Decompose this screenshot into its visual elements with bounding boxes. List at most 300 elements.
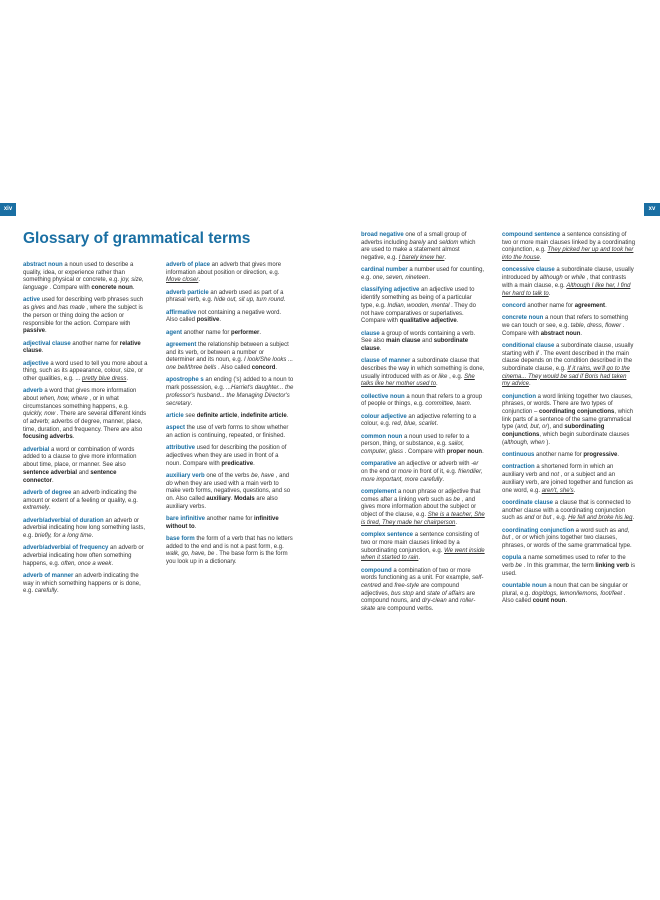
definition-text: another name for — [534, 452, 584, 459]
definition-text: . — [45, 328, 47, 335]
definition-text: a noun used to refer to a person, thing, or substance, e.g. — [361, 433, 470, 448]
definition-text: , and gives more information about the subject or object of the clause, e.g. — [361, 496, 477, 519]
definition-text: and — [381, 582, 395, 589]
definition-text: a sentence consisting of two or more main clauses linked by a subordinating conjunction, e.g. — [361, 532, 480, 554]
entry-term: auxiliary verb — [166, 472, 205, 479]
entry-term: adverb particle — [166, 289, 209, 296]
left-page-number: xiv — [0, 203, 16, 216]
glossary-entry — [361, 331, 485, 354]
cross-reference: count noun — [532, 598, 566, 605]
glossary-entry — [502, 500, 636, 523]
glossary-entry — [502, 555, 636, 578]
definition-text: . — [219, 317, 222, 324]
definition-text: . — [573, 487, 576, 494]
definition-text: a subordinate clause that describes the way in which something is done, usually introduced with — [361, 358, 485, 380]
entry-term: affirmative — [166, 309, 197, 316]
entry-term: adverb — [23, 388, 43, 395]
definition-text: and — [45, 305, 59, 312]
definition-text: . — [57, 588, 59, 595]
definition-text: . — [605, 302, 607, 309]
example-text: ...Harriet's daughter... the professor's husband... the Managing Director's secretary — [166, 385, 294, 407]
example-text: Indian, wooden, mental — [387, 302, 450, 309]
definition-text: an adjective referring to a colour, e.g. — [361, 413, 477, 428]
example-text: like — [438, 373, 448, 380]
entry-term: common noun — [361, 433, 403, 440]
page-title: Glossary of grammatical terms — [23, 230, 251, 247]
definition-text: are compound verbs. — [375, 606, 434, 613]
glossary-entry — [361, 532, 485, 563]
entry-term: clause — [361, 330, 380, 337]
definition-text: an adverb used as part of a phrasal verb, e.g. — [166, 289, 284, 304]
definition-text: are compound adjectives, — [361, 582, 460, 597]
cross-reference: progressive — [583, 452, 618, 459]
entry-term: concessive clause — [502, 267, 555, 274]
example-text: Although I like her, I find her hard to talk to — [502, 282, 631, 297]
cross-reference: passive — [23, 328, 46, 335]
definition-text: an adverb or adverbial indicating how often something happens, e.g. — [23, 545, 144, 567]
definition-text: not containing a negative word. Also called — [166, 309, 282, 324]
example-text: more — [398, 469, 412, 476]
example-text: often, once a week — [61, 560, 112, 567]
definition-text: . — [456, 318, 459, 325]
glossary-entry — [166, 413, 294, 421]
definition-text: . — [379, 345, 382, 352]
cross-reference: Modals — [234, 495, 255, 502]
entry-term: adverb/adverbial of frequency — [23, 545, 109, 552]
definition-text: and — [420, 338, 434, 345]
definition-text: another name for — [182, 329, 232, 336]
entry-term: adjective — [23, 360, 49, 367]
definition-text: a word such as — [574, 527, 618, 534]
entry-term: apostrophe s — [166, 377, 204, 384]
example-text: or — [522, 535, 528, 542]
example-text: table, dress, flower — [570, 322, 622, 329]
glossary-column — [166, 262, 294, 571]
definition-text: a noun phrase or adjective that comes after a linking verb such as — [361, 489, 481, 503]
example-text: seldom — [439, 239, 459, 246]
cross-reference: performer — [231, 329, 260, 336]
entry-term: attributive — [166, 445, 196, 452]
cross-reference: predicative — [221, 460, 254, 467]
definition-text: . — [190, 400, 193, 407]
definition-text: a noun that refers to a group of people or things, e.g. — [361, 393, 483, 408]
glossary-entry — [361, 287, 485, 326]
definition-text: . The event described in the main clause depends on the condition described in the subordinate clause, e.g. — [502, 350, 633, 372]
entry-term: clause of manner — [361, 358, 411, 365]
entry-term: broad negative — [361, 232, 404, 238]
entry-term: adverb of manner — [23, 572, 74, 579]
definition-text: , which link parts of a sentence of the same grammatical type ( — [502, 409, 634, 431]
entry-term: continuous — [502, 452, 535, 459]
definition-text: , or — [510, 535, 523, 542]
entry-term: classifying adjective — [361, 287, 420, 294]
definition-text: one of a small group of adverbs including — [361, 232, 467, 246]
definition-text: a shortened form in which an auxiliary verb and — [502, 464, 614, 479]
glossary-entry — [166, 536, 294, 567]
definition-text: . — [617, 452, 620, 459]
definition-text: . — [418, 555, 421, 562]
entry-term: complement — [361, 489, 397, 496]
cross-reference: indefinite article — [240, 412, 287, 419]
definition-text: . — [469, 401, 472, 408]
definition-text: and — [446, 598, 461, 605]
example-text: If it rains, we'll go to the cinema... They would be sad if Boris had taken my advice — [502, 365, 630, 388]
example-text: and, but, or — [517, 424, 548, 431]
definition-text: or — [562, 275, 572, 282]
glossary-entry — [502, 528, 636, 551]
definition-text: a word linking together two clauses, phrases, or words. There are two types of conjunction – — [502, 393, 633, 416]
definition-text: . In this grammar, the term — [522, 562, 596, 569]
definition-text: . — [253, 460, 255, 467]
entry-term: contraction — [502, 464, 535, 471]
entry-term: aspect — [166, 425, 186, 432]
example-text: be — [453, 496, 461, 503]
definition-text: a noun that can be singular or plural, e.g. — [502, 582, 628, 597]
example-text: although, when — [504, 439, 545, 446]
definition-text: . The base form is the form you look up in a dictionary. — [166, 551, 288, 566]
definition-text: . — [286, 412, 289, 419]
definition-text: . — [41, 348, 44, 355]
definition-text: . — [126, 375, 129, 382]
entry-term: conditional clause — [502, 342, 555, 349]
definition-text: another name for — [70, 340, 120, 347]
cross-reference: infinitive without to — [166, 515, 279, 530]
definition-text: . — [132, 285, 135, 292]
entry-term: article — [166, 412, 184, 419]
definition-text: . — [565, 598, 568, 605]
definition-text: and — [425, 239, 440, 246]
definition-text: a combination of two or more words functioning as a unit. For example, — [361, 567, 473, 582]
example-text: quickly, now — [23, 411, 56, 418]
entry-term: base form — [166, 535, 195, 542]
definition-text: in front of it, e.g. — [411, 469, 459, 476]
definition-text: . — [198, 277, 201, 284]
definition-text: a number used for counting, e.g. — [361, 267, 485, 282]
definition-text: , which begin subordinate clauses ( — [502, 432, 630, 446]
cross-reference: qualitative adjective — [399, 318, 457, 325]
cross-reference: abstract noun — [540, 330, 581, 337]
example-text: gives — [31, 305, 46, 312]
entry-term: copula — [502, 555, 522, 562]
definition-text: or — [534, 515, 544, 522]
definition-text: . — [230, 495, 235, 502]
glossary-entry — [23, 490, 148, 513]
definition-text: the form of a verb that has no letters added to the end and is not a past form, e.g. — [166, 535, 293, 550]
definition-text: an ending ('s) added to a noun to mark possession, e.g. — [166, 377, 294, 392]
glossary-column — [502, 232, 636, 611]
definition-text: . — [52, 477, 54, 484]
example-text: She is a teacher, She is tired, They made her chairperson — [361, 512, 485, 526]
definition-text: . — [111, 560, 114, 567]
definition-text: is used. — [502, 562, 636, 577]
definition-text: , or in what circumstances something happens, e.g. — [23, 395, 129, 410]
definition-text: an adjective used to identify something as being of a particular type, e.g. — [361, 287, 475, 309]
example-text: pretty blue dress — [82, 375, 127, 382]
definition-text: which are used to make a statement almost negative, e.g. — [361, 239, 476, 262]
cross-reference: proper noun — [446, 449, 483, 456]
entry-term: bare infinitive — [166, 515, 206, 522]
glossary-entry — [166, 262, 294, 285]
cross-reference: linking verb — [595, 562, 630, 569]
glossary-entry — [361, 267, 485, 282]
definition-text: one of the verbs — [204, 472, 252, 479]
right-page-number: xv — [644, 203, 660, 216]
definition-text: another name for — [525, 302, 575, 309]
definition-text: a word used to tell you more about a thing, such as its appearance, colour, size, or other qualities, e.g. ... — [23, 360, 148, 382]
cross-reference: concord — [251, 365, 276, 372]
glossary-entry — [502, 267, 636, 298]
glossary-entry — [166, 425, 294, 440]
example-text: dry-clean — [422, 598, 447, 605]
example-text: and, but — [502, 527, 630, 542]
entry-term: agent — [166, 329, 183, 336]
glossary-entry — [502, 452, 636, 460]
definition-text: . — [259, 329, 262, 336]
entry-term: adverb of degree — [23, 489, 72, 496]
definition-text: , e.g. — [447, 373, 465, 380]
glossary-entry — [166, 310, 294, 325]
entry-term: countable noun — [502, 582, 547, 589]
example-text: sailor, computer, glass — [361, 441, 465, 456]
glossary-entry — [502, 464, 636, 495]
example-text: not — [550, 472, 560, 479]
definition-text: . — [194, 523, 197, 530]
cross-reference: definite article — [196, 412, 238, 419]
glossary-entry — [23, 518, 148, 541]
cross-reference: concrete noun — [91, 285, 133, 292]
example-text: They picked her up and took her into the house — [502, 247, 634, 262]
entry-term: comparative — [361, 461, 397, 468]
definition-text: a name sometimes used to refer to the verb — [502, 555, 626, 569]
glossary-entry — [166, 290, 294, 305]
glossary-entry — [361, 358, 485, 389]
cross-reference: focusing adverbs — [23, 434, 73, 441]
glossary-column — [361, 232, 485, 618]
entry-term: active — [23, 297, 41, 304]
example-text: as — [423, 373, 430, 380]
definition-text: and — [77, 469, 91, 476]
entry-term: adjectival clause — [23, 340, 71, 347]
entry-term: collective noun — [361, 393, 405, 400]
example-text: one, seven, nineteen — [372, 275, 429, 282]
glossary-entry — [166, 330, 294, 338]
definition-text: . Also called — [216, 365, 252, 372]
glossary-entry — [166, 342, 294, 373]
example-text: I barely knew her — [398, 255, 445, 262]
entry-term: concrete noun — [502, 315, 544, 322]
glossary-entry — [166, 516, 294, 531]
entry-term: agreement — [166, 342, 197, 348]
cross-reference: positive — [196, 317, 220, 324]
entry-term: compound sentence — [502, 232, 561, 238]
entry-term: abstract noun — [23, 262, 63, 268]
entry-term: cardinal number — [361, 267, 408, 274]
definition-text: . — [580, 330, 583, 337]
definition-text: . — [482, 449, 484, 456]
example-text: do — [166, 480, 173, 487]
definition-text: . There are several different kinds of adverb; adverbs of degree, manner, place, time, duration, and frequency. There are also — [23, 411, 147, 433]
definition-text: and — [413, 590, 428, 597]
definition-text: . — [455, 519, 458, 526]
definition-text: . — [436, 381, 438, 388]
example-text: be — [515, 562, 523, 569]
glossary-entry — [166, 377, 294, 408]
example-text: has made — [58, 305, 85, 312]
example-text: He fell and broke his leg — [568, 515, 633, 522]
glossary-entry — [502, 343, 636, 389]
cross-reference: coordinating conjunctions — [539, 409, 615, 416]
entry-term: coordinating conjunction — [502, 527, 574, 534]
example-text: dog/dogs, lemon/lemons, foot/feet — [531, 590, 623, 597]
definition-text: . — [283, 297, 286, 304]
definition-text: , or a subject and an auxiliary verb, are joined together and function as one word, e.g. — [502, 472, 634, 494]
definition-text: . Also called — [502, 590, 626, 605]
definition-text: . — [428, 275, 431, 282]
glossary-entry — [502, 394, 636, 448]
glossary-entry — [23, 341, 148, 356]
definition-text: . They do not have comparatives or superlatives. Compare with — [361, 302, 476, 325]
example-text: bus stop — [391, 590, 414, 597]
definition-text: , that contrasts with a main clause, e.g. — [502, 275, 627, 289]
entry-term: colour adjective — [361, 413, 407, 420]
entry-term: compound — [361, 567, 392, 574]
example-text: and — [524, 515, 535, 522]
definition-text: a subordinate clause, usually starting with — [502, 342, 634, 357]
glossary-entry — [361, 568, 485, 614]
definition-text: are compound nouns, and — [361, 590, 476, 605]
glossary-entry — [23, 297, 148, 336]
glossary-entry — [361, 489, 485, 528]
example-text: but — [543, 515, 552, 522]
definition-text: ), and — [547, 424, 565, 431]
example-text: I look/She looks ... one bell/three bells — [166, 357, 294, 372]
example-text: briefly, for a long time — [34, 532, 92, 539]
definition-text: a clause that is connected to another clause with a coordinating conjunction such as — [502, 499, 631, 522]
example-text: be, have — [251, 472, 275, 479]
definition-text: are also auxiliary verbs. — [166, 495, 278, 510]
glossary-entry — [361, 461, 485, 484]
cross-reference: sentence adverbial — [23, 469, 78, 476]
entry-term: adverb of place — [166, 262, 211, 268]
definition-text: . — [632, 515, 635, 522]
example-text: free-style — [394, 582, 420, 589]
definition-text: a word or combination of words added to a clause to give more information about time, place, or manner. See also — [23, 446, 137, 469]
example-text: state of affairs — [427, 590, 465, 597]
glossary-entry — [361, 434, 485, 457]
definition-text: when they are used with a main verb to make verb forms, negatives, questions, and so on. Also called — [166, 480, 291, 502]
definition-text: . — [275, 365, 278, 372]
glossary-entry — [361, 232, 485, 263]
definition-text: an adverb or adverbial indicating how long something lasts, e.g. — [23, 517, 146, 539]
definition-text: a sentence consisting of two or more main clauses linked by a coordinating conjunction, e.g. — [502, 232, 636, 254]
glossary-entry — [502, 315, 636, 338]
glossary-entry — [502, 303, 636, 311]
example-text: red, blue, scarlet — [392, 421, 437, 428]
definition-text: an adverb indicating the way in which something happens or is done, e.g. — [23, 572, 141, 595]
example-text: joy, size, language — [23, 277, 144, 292]
example-text: if — [535, 350, 539, 357]
definition-text: a word that gives more information about — [23, 388, 137, 402]
definition-text: . — [49, 505, 51, 512]
definition-text: . — [539, 255, 542, 262]
cross-reference: subordinating conjunctions — [502, 424, 605, 439]
definition-text: which joins together two clauses, phrases, or words of the same grammatical type. — [502, 535, 632, 549]
example-text: We went inside when it started to rain — [361, 547, 485, 562]
definition-text: a subordinate clause, usually introduced by — [502, 267, 634, 282]
entry-term: conjunction — [502, 393, 536, 400]
example-text: hide out, sit up, turn round — [214, 297, 284, 304]
definition-text: ). — [544, 439, 551, 446]
definition-text: . — [436, 421, 439, 428]
example-text: committee, team — [425, 401, 470, 408]
glossary-entry — [361, 394, 485, 409]
definition-text: see — [183, 412, 197, 419]
cross-reference: sentence connector — [23, 469, 117, 484]
definition-text: . Compare with — [502, 322, 625, 337]
definition-text: , — [237, 412, 241, 419]
example-text: friendlier, more important, more carefully — [361, 469, 483, 483]
definition-text: . — [548, 290, 551, 297]
entry-term: complex sentence — [361, 532, 414, 539]
definition-text: . Compare with — [47, 285, 92, 292]
entry-term: adverb/adverbial of duration — [23, 517, 104, 524]
example-text: while — [571, 275, 586, 282]
definition-text: an adverb that gives more information about position or direction, e.g. — [166, 262, 282, 276]
glossary-entry — [502, 583, 636, 606]
example-text: -er — [471, 461, 479, 468]
cross-reference: auxiliary — [206, 495, 231, 502]
definition-text: a group of words containing a verb. See also — [361, 330, 476, 345]
glossary-entry — [166, 445, 294, 468]
example-text: aren't, she's — [541, 487, 574, 494]
glossary-entry — [23, 361, 148, 384]
definition-text: . — [444, 255, 447, 262]
example-text: barely — [409, 239, 426, 246]
definition-text: or — [429, 373, 439, 380]
cross-reference: relative clause — [23, 340, 141, 355]
definition-text: an adjective or adverb with — [396, 461, 472, 468]
glossary-column — [23, 262, 148, 601]
cross-reference: agreement — [574, 302, 606, 309]
entry-term: concord — [502, 302, 526, 309]
definition-text: , and — [274, 472, 290, 479]
definition-text: , where the subject is the person or thing doing the action or responsible for the action. Compare with — [23, 305, 143, 327]
cross-reference: subordinate clause — [361, 338, 469, 352]
definition-text: . — [91, 532, 94, 539]
example-text: roller-skate — [361, 598, 476, 613]
example-text: extremely — [23, 505, 50, 512]
definition-text: . Compare with — [403, 449, 447, 456]
glossary-entry — [23, 447, 148, 486]
definition-text: . — [442, 476, 445, 483]
definition-text: used for describing the position of adjectives when they are used in front of a noun. Compare with — [166, 445, 287, 467]
example-text: She talks like her mother used to — [361, 373, 475, 388]
definition-text: another name for — [205, 515, 255, 522]
definition-text: used for describing verb phrases such as — [23, 297, 144, 312]
definition-text: a noun that refers to something we can touch or see, e.g. — [502, 315, 629, 329]
glossary-entry — [361, 414, 485, 429]
entry-term: coordinate clause — [502, 499, 554, 506]
definition-text: an adverb indicating the amount or extent of a feeling or quality, e.g. — [23, 489, 138, 504]
example-text: self-centred — [361, 575, 484, 589]
definition-text: the use of verb forms to show whether an action is continuing, repeated, or finished. — [166, 425, 289, 439]
example-text: carefully — [34, 588, 58, 595]
definition-text: the relationship between a subject and its verb, or between a number or determiner and its noun, e.g. — [166, 342, 289, 364]
cross-reference: main clause — [386, 338, 421, 345]
entry-term: adverbial — [23, 446, 50, 453]
definition-text: a noun used to describe a quality, idea, or experience rather than something physical or concrete, e.g. — [23, 262, 134, 284]
example-text: although — [539, 275, 563, 282]
